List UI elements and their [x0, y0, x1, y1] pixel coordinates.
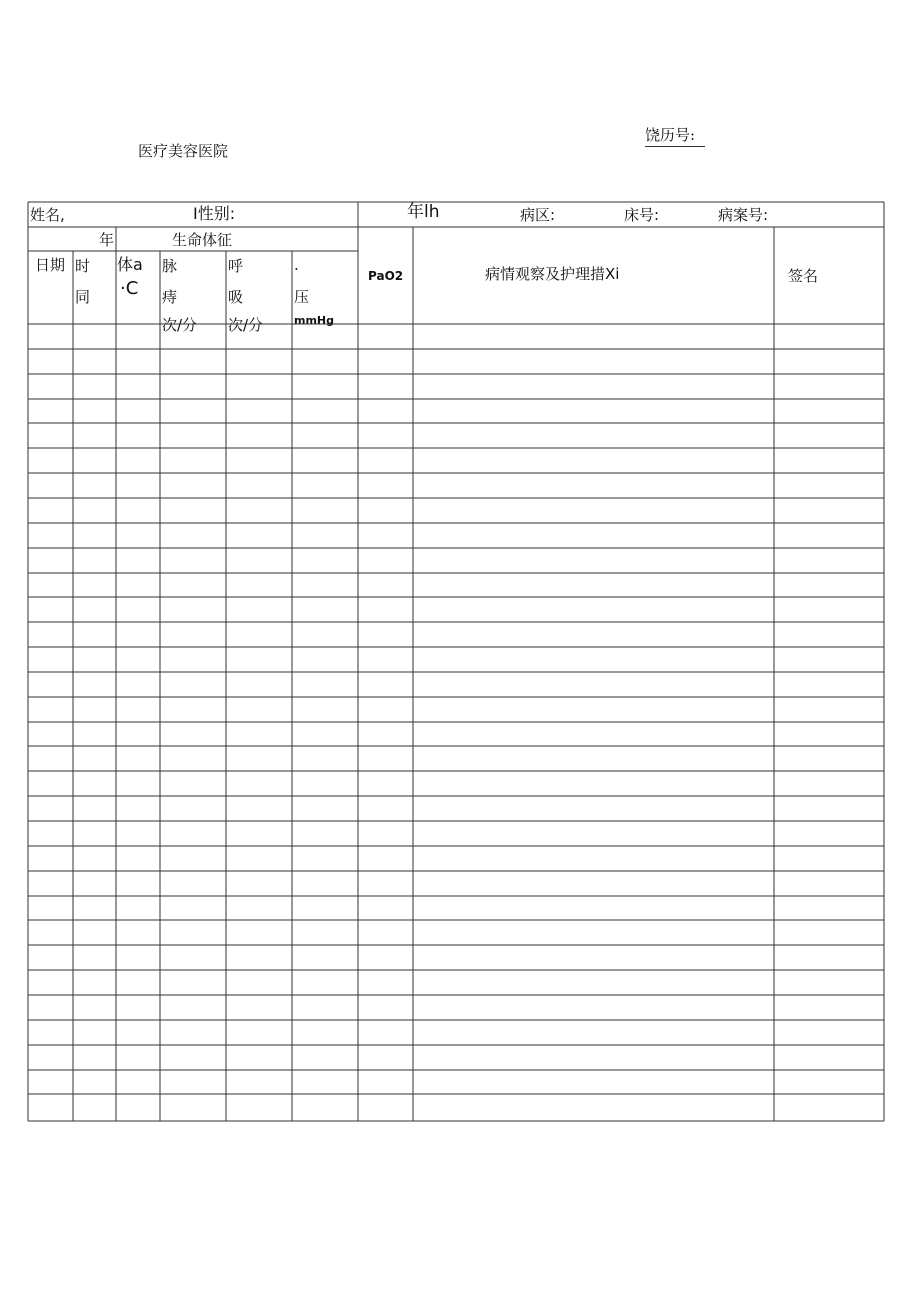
signature-header: 签名: [788, 267, 819, 285]
time-header-line1: 时: [75, 257, 91, 275]
year-header: 年: [99, 231, 115, 249]
blood-pressure-header-line2: 压: [294, 288, 310, 306]
sex-label: I性别:: [193, 204, 236, 223]
temperature-header-line2: ·C: [120, 278, 139, 299]
ward-label: 病区:: [520, 206, 556, 224]
pao2-header: PaO2: [368, 269, 404, 283]
age-label: 年lh: [407, 202, 440, 222]
record-number-label: 饶历号:: [645, 126, 696, 144]
observation-header: 病情观察及护理措Xi: [485, 265, 620, 283]
vital-signs-header: 生命体征: [172, 231, 233, 249]
name-label: 姓名,: [30, 206, 65, 224]
hospital-name: 医疗美容医院: [138, 142, 229, 160]
blood-pressure-header-line1: .: [294, 256, 299, 274]
pulse-header-line3: 次/分: [162, 316, 198, 334]
respiration-header-line1: 呼: [228, 257, 244, 275]
time-header-line2: 同: [75, 288, 91, 306]
temperature-header-line1: 体a: [117, 255, 143, 274]
respiration-header-line2: 吸: [228, 288, 244, 306]
bed-label: 床号:: [624, 206, 660, 224]
pulse-header-line1: 脉: [162, 257, 178, 275]
respiration-header-line3: 次/分: [228, 316, 264, 334]
pulse-header-line2: 痔: [162, 288, 178, 306]
blood-pressure-header-line3: mmHg: [294, 314, 335, 327]
date-header: 日期: [35, 256, 66, 274]
case-number-label: 病案号:: [718, 206, 769, 224]
